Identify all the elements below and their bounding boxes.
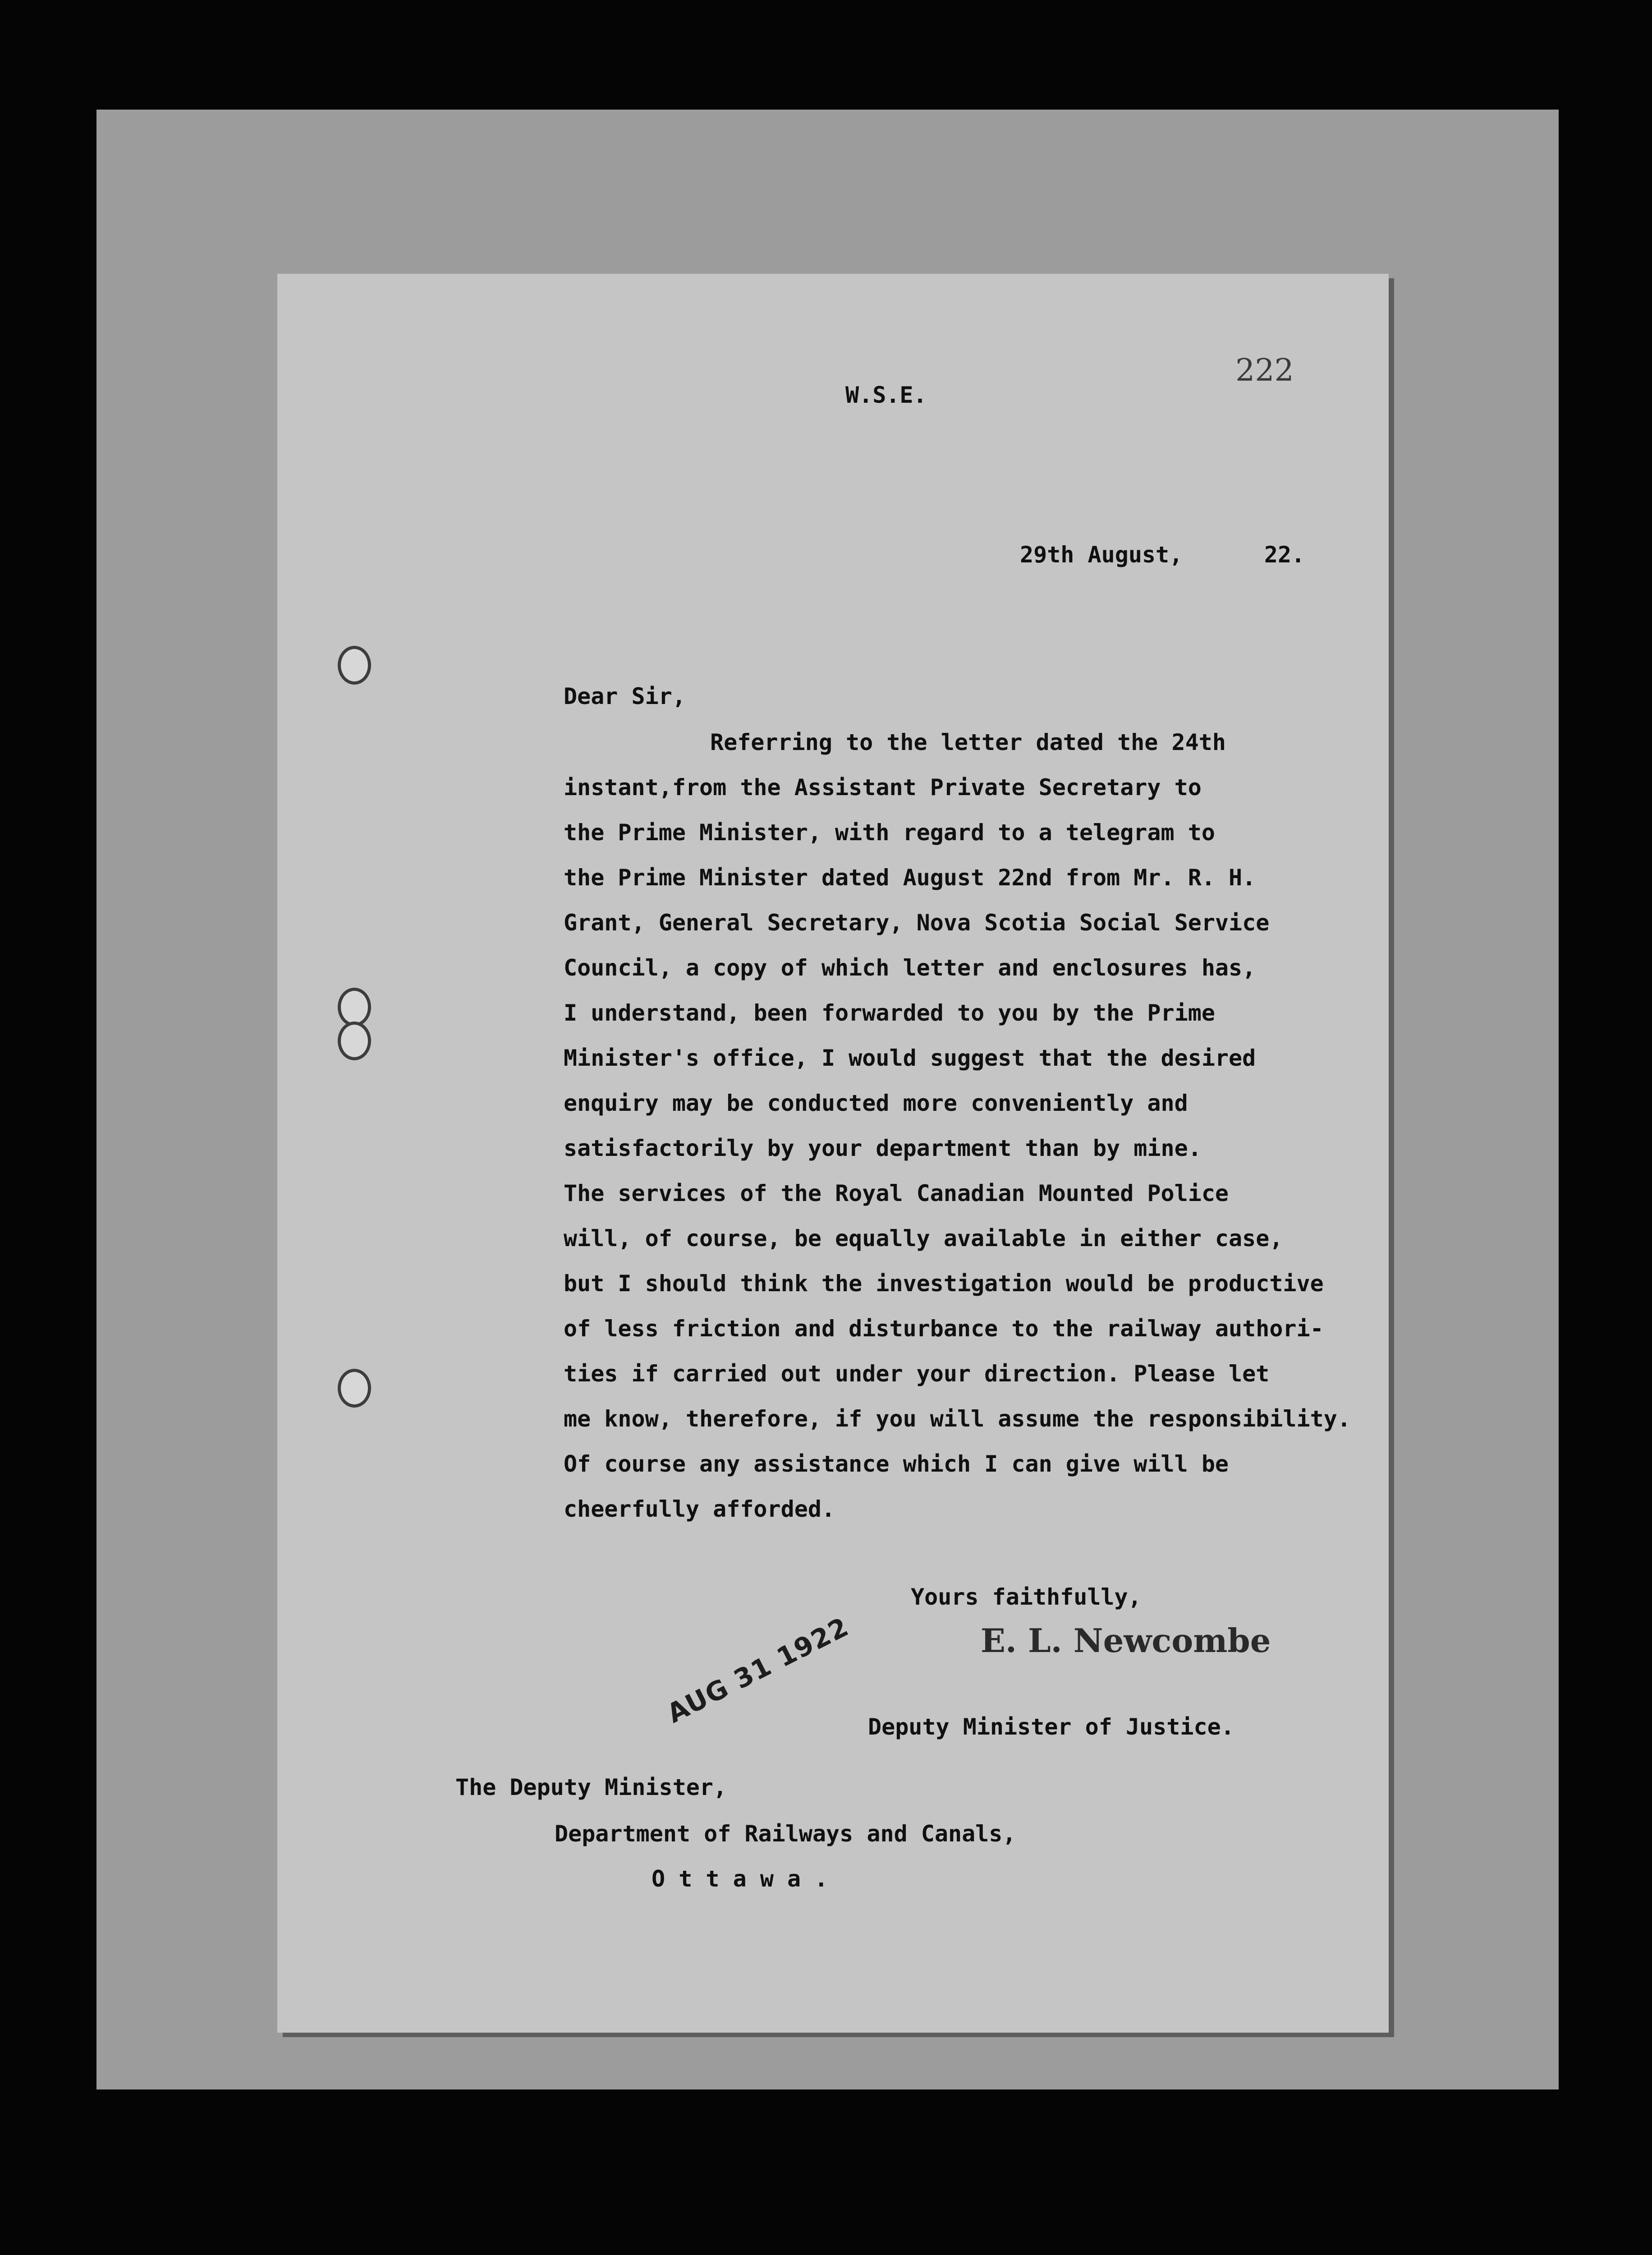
letter-date: 29th August, 22. xyxy=(1020,542,1305,568)
signature: E. L. Newcombe xyxy=(981,1621,1271,1660)
punch-hole xyxy=(338,646,371,685)
body-line: Minister's office, I would suggest that the desired xyxy=(564,1045,1256,1071)
body-line: Grant, General Secretary, Nova Scotia Social Service xyxy=(564,910,1270,936)
signer-title: Deputy Minister of Justice. xyxy=(868,1714,1234,1740)
page-number: 222 xyxy=(1235,353,1294,388)
body-line: ties if carried out under your direction. Please let xyxy=(564,1361,1270,1387)
body-line: Referring to the letter dated the 24th xyxy=(710,729,1226,755)
addressee-line: Department of Railways and Canals, xyxy=(555,1821,1016,1847)
body-line: The services of the Royal Canadian Mounted Police xyxy=(564,1180,1229,1206)
body-line: enquiry may be conducted more conveniently and xyxy=(564,1090,1188,1116)
punch-hole xyxy=(338,1369,371,1408)
punch-hole xyxy=(338,988,371,1026)
body-line: cheerfully afforded. xyxy=(564,1496,835,1522)
addressee-line: O t t a w a . xyxy=(652,1866,828,1892)
addressee-line: The Deputy Minister, xyxy=(455,1774,727,1800)
body-line: satisfactorily by your department than by mine. xyxy=(564,1135,1202,1161)
closing: Yours faithfully, xyxy=(911,1584,1142,1610)
body-line: of less friction and disturbance to the railway authori- xyxy=(564,1316,1324,1342)
body-line: but I should think the investigation would be productive xyxy=(564,1270,1324,1297)
body-line: Council, a copy of which letter and enclosures has, xyxy=(564,955,1256,981)
body-line: will, of course, be equally available in either case, xyxy=(564,1225,1283,1252)
body-line: the Prime Minister dated August 22nd from Mr. R. H. xyxy=(564,865,1256,891)
body-line: I understand, been forwarded to you by the Prime xyxy=(564,1000,1215,1026)
body-line: me know, therefore, if you will assume the responsibility. xyxy=(564,1406,1351,1432)
punch-hole xyxy=(338,1022,371,1060)
body-line: the Prime Minister, with regard to a telegram to xyxy=(564,819,1215,846)
letter-page xyxy=(277,274,1389,2033)
received-date-stamp: AUG 31 1922 xyxy=(662,1611,854,1729)
body-line: Of course any assistance which I can give will be xyxy=(564,1451,1229,1477)
initials: W.S.E. xyxy=(845,382,927,408)
salutation: Dear Sir, xyxy=(564,683,686,709)
body-line: instant,from the Assistant Private Secretary to xyxy=(564,774,1202,801)
